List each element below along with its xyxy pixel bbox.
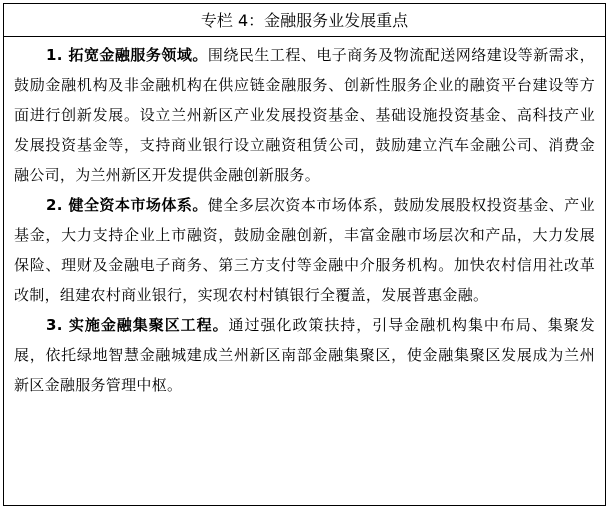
section-1-heading: 1. 拓宽金融服务领域。 (46, 46, 208, 64)
box-title: 专栏 4：金融服务业发展重点 (4, 4, 605, 37)
section-3 (14, 310, 595, 400)
section-2 (14, 190, 595, 310)
section-3-heading: 3. 实施金融集聚区工程。 (46, 316, 229, 334)
feature-box (3, 3, 606, 506)
section-3-body: 通过强化政策扶持，引导金融机构集中布局、集聚发展，依托绿地智慧金融城建成兰州新区南部金融集聚区，使金融集聚区发展成为兰州新区金融服务管理中枢。 (14, 316, 596, 394)
section-2-heading: 2. 健全资本市场体系。 (46, 196, 208, 214)
section-1-body: 围绕民生工程、电子商务及物流配送网络建设等新需求，鼓励金融机构及非金融机构在供应链金融服务、创新性服务企业的融资平台建设等方面进行创新发展。设立兰州新区产业发展投资基金、基础设施投资基金、高科技产业发展投资基金等，支持商业银行设立融资租赁公司，鼓励建立汽车金融公司、消费金融公司，为兰州新区开发提供金融创新服务。 (14, 46, 595, 184)
section-1 (14, 40, 595, 190)
section-2-body: 健全多层次资本市场体系，鼓励发展股权投资基金、产业基金，大力支持企业上市融资，鼓励金融创新，丰富金融市场层次和产品，大力发展保险、理财及金融电子商务、第三方支付等金融中介服务机构。加快农村信用社改革改制，组建农村商业银行，实现农村村镇银行全覆盖，发展普惠金融。 (14, 196, 595, 304)
box-content (4, 37, 605, 400)
